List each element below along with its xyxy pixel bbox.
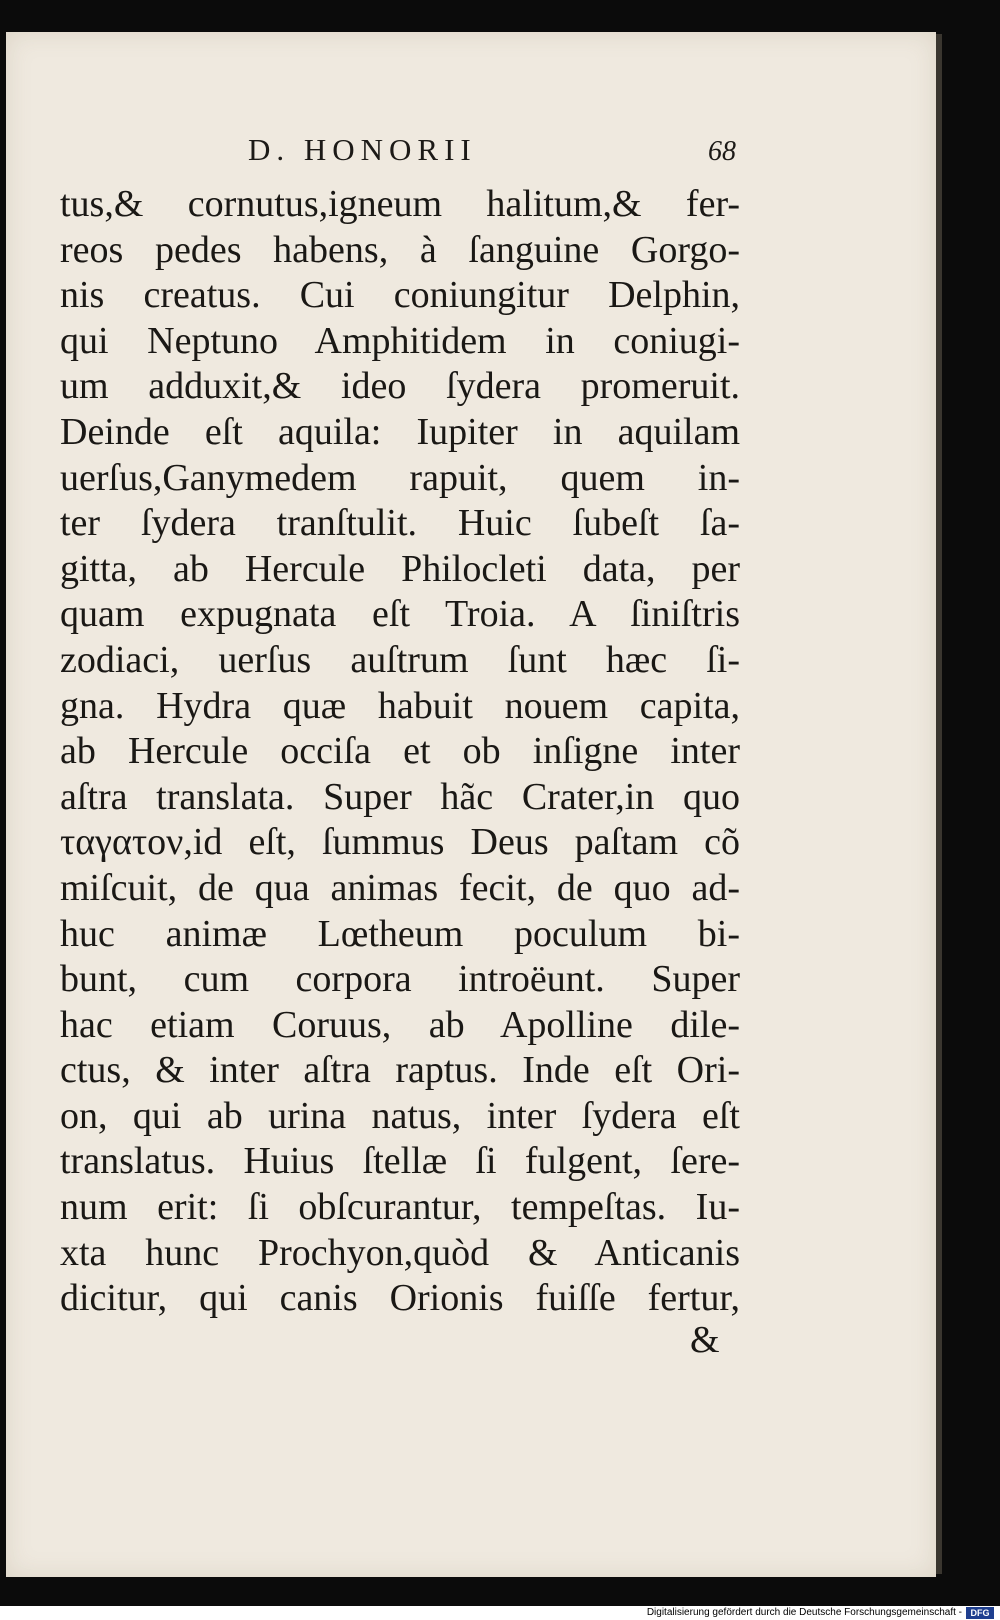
text-line: ter ſydera tranſtulit. Huic ſubeſt ſa- bbox=[60, 502, 740, 545]
text-line: ταγατον,id eſt, ſummus Deus paſtam cõ bbox=[60, 821, 740, 864]
text-line: quam expugnata eſt Troia. A ſiniſtris bbox=[60, 593, 740, 636]
text-line: dicitur, qui canis Orionis fuiſſe fertur, bbox=[60, 1277, 740, 1320]
footer-bar bbox=[0, 1606, 1000, 1620]
text-line: nis creatus. Cui coniungitur Delphin, bbox=[60, 274, 740, 317]
text-line: xta hunc Prochyon,quòd & Anticanis bbox=[60, 1231, 740, 1274]
funding-credit: Digitalisierung gefördert durch die Deutsche Forschungsgemeinschaft - bbox=[646, 1607, 962, 1618]
text-line: reos pedes habens, à ſanguine Gorgo- bbox=[60, 228, 740, 271]
text-line: qui Neptuno Amphitidem in coniugi- bbox=[60, 319, 740, 362]
dfg-logo: DFG bbox=[966, 1607, 994, 1619]
text-line: tus,& cornutus,igneum halitum,& fer- bbox=[60, 183, 740, 225]
text-line: num erit: ſi obſcurantur, tempeſtas. Iu- bbox=[60, 1186, 740, 1229]
text-line: huc animæ Lœtheum poculum bi- bbox=[60, 912, 740, 955]
text-line: Deinde eſt aquila: Iupiter in aquilam bbox=[60, 410, 740, 453]
text-line: gitta, ab Hercule Philocleti data, per bbox=[60, 547, 740, 590]
page-edge bbox=[936, 34, 942, 1574]
text-line: bunt, cum corpora introëunt. Super bbox=[60, 958, 740, 1001]
text-line: ab Hercule occiſa et ob inſigne inter bbox=[60, 730, 740, 773]
text-line: aſtra translata. Super hãc Crater,in quo bbox=[60, 775, 740, 818]
catchword: & bbox=[690, 1319, 720, 1361]
text-line: gna. Hydra quæ habuit nouem capita, bbox=[60, 684, 740, 727]
text-line: um adduxit,& ideo ſydera promeruit. bbox=[60, 365, 740, 408]
text-line: ctus, & inter aſtra raptus. Inde eſt Ori- bbox=[60, 1049, 740, 1092]
running-head: D. HONORII bbox=[248, 132, 477, 167]
text-line: on, qui ab urina natus, inter ſydera eſt bbox=[60, 1094, 740, 1137]
text-line: translatus. Huius ſtellæ ſi fulgent, ſere- bbox=[60, 1140, 740, 1183]
text-line: uerſus,Ganymedem rapuit, quem in- bbox=[60, 456, 740, 499]
text-line: miſcuit, de qua animas fecit, de quo ad- bbox=[60, 866, 740, 909]
text-line: zodiaci, uerſus auſtrum ſunt hæc ſi- bbox=[60, 638, 740, 681]
folio-number: 68 bbox=[708, 136, 736, 167]
main-text bbox=[60, 182, 740, 1322]
text-line: hac etiam Coruus, ab Apolline dile- bbox=[60, 1003, 740, 1046]
